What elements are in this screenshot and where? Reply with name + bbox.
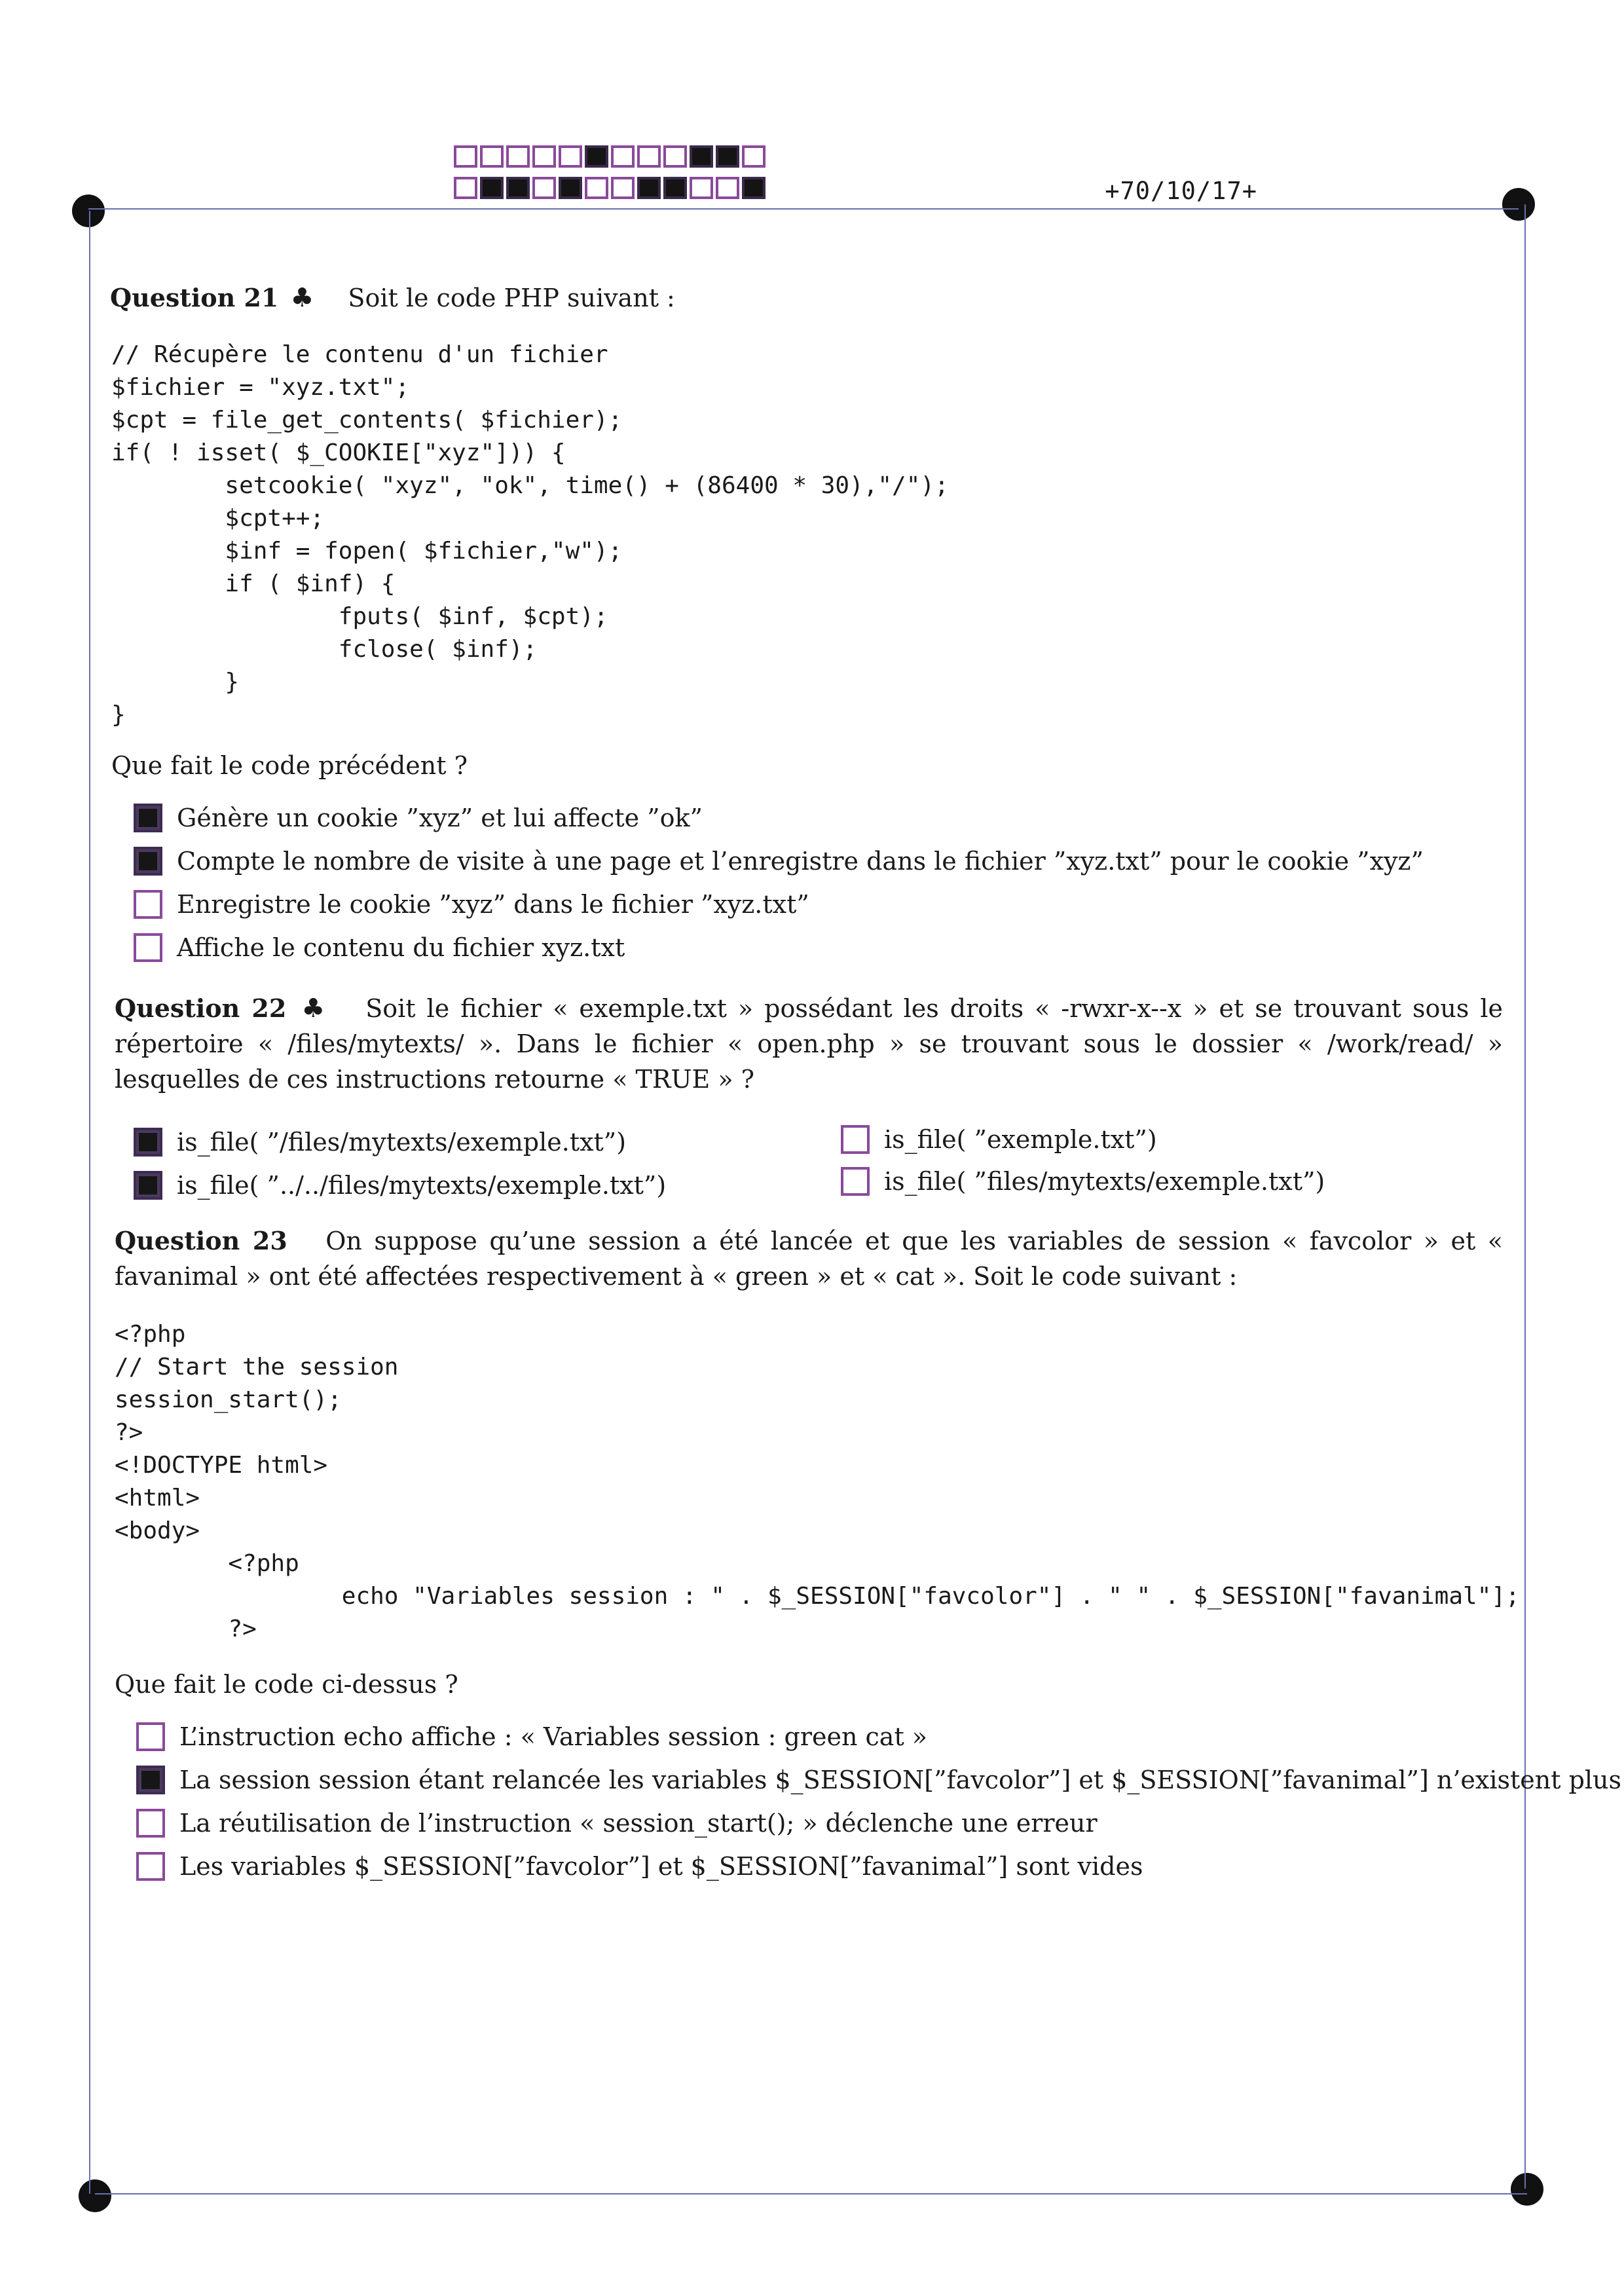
id-box — [611, 145, 635, 168]
q21-answer-4[interactable] — [134, 933, 625, 962]
id-box — [716, 177, 739, 199]
q22-answer-2[interactable] — [134, 1171, 666, 1200]
q21-answer-2[interactable] — [134, 847, 1424, 876]
q21-answer-3[interactable] — [134, 890, 809, 919]
answer-label: La réutilisation de l’instruction « session_start(); » déclenche une erreur — [179, 1809, 1098, 1838]
answer-label: L’instruction echo affiche : « Variables session : green cat » — [179, 1722, 928, 1751]
id-box — [532, 177, 556, 199]
question-22-number: Question 22 — [115, 993, 287, 1023]
id-box — [690, 177, 713, 199]
frame-bottom-line — [95, 2193, 1527, 2194]
q23-answer-2[interactable] — [136, 1766, 1621, 1794]
club-icon: ♣ — [301, 993, 329, 1024]
id-box — [532, 145, 556, 168]
checkbox[interactable] — [134, 890, 162, 919]
checkbox[interactable] — [136, 1809, 165, 1838]
corner-mark-top-left — [72, 194, 105, 227]
checkbox[interactable] — [134, 933, 162, 962]
id-box — [454, 145, 477, 168]
question-21-code: // Récupère le contenu d'un fichier $fichier = "xyz.txt"; $cpt = file_get_contents( $fichier); if( ! isset( $_COOKIE["xyz"])) { setcookie( "xyz", "ok", time() + (86400 * 30),"/"); $cpt++; $inf = fopen( $fichier,"w"); if ( $inf) { fputs( $inf, $cpt); fclose( $inf); } } — [111, 341, 949, 728]
checkbox[interactable] — [134, 1171, 162, 1200]
question-21-intro: Soit le code PHP suivant : — [348, 284, 675, 312]
answer-label: La session session étant relancée les variables $_SESSION[”favcolor”] et $_SESSION[”favanimal”] n’existent plus — [179, 1766, 1622, 1794]
id-box — [506, 145, 530, 168]
id-box — [637, 177, 661, 199]
question-21-heading — [110, 283, 675, 313]
answer-label: is_file( ”/files/mytexts/exemple.txt”) — [177, 1128, 627, 1157]
id-box — [742, 145, 766, 168]
frame-right-line — [1524, 204, 1526, 2189]
corner-mark-top-right — [1502, 188, 1535, 221]
checkbox[interactable] — [134, 1128, 162, 1157]
checkbox[interactable] — [134, 804, 162, 832]
id-box — [742, 177, 766, 199]
checkbox[interactable] — [136, 1852, 165, 1881]
question-23-statement — [115, 1223, 1503, 1294]
id-box — [663, 177, 687, 199]
answer-label: Enregistre le cookie ”xyz” dans le fichier ”xyz.txt” — [177, 890, 809, 919]
id-box — [585, 177, 608, 199]
checkbox[interactable] — [841, 1167, 870, 1196]
id-box — [637, 145, 661, 168]
club-icon: ♣ — [290, 283, 314, 313]
id-box — [559, 177, 582, 199]
id-box — [611, 177, 635, 199]
q23-answer-4[interactable] — [136, 1852, 1143, 1881]
id-box — [663, 145, 687, 168]
id-box — [716, 145, 739, 168]
student-id-boxes-row-2 — [454, 177, 768, 199]
checkbox[interactable] — [136, 1766, 165, 1794]
answer-label: Génère un cookie ”xyz” et lui affecte ”ok” — [177, 804, 703, 832]
q22-answer-1[interactable] — [134, 1128, 626, 1157]
answer-label: Affiche le contenu du fichier xyz.txt — [177, 933, 625, 962]
question-23-number: Question 23 — [115, 1226, 287, 1255]
checkbox[interactable] — [134, 847, 162, 876]
checkbox[interactable] — [136, 1722, 165, 1751]
sheet-id-code: +70/10/17+ — [1105, 177, 1257, 205]
q23-answer-1[interactable] — [136, 1722, 927, 1751]
frame-top-line — [88, 208, 1519, 210]
q21-answer-1[interactable] — [134, 804, 703, 832]
id-box — [506, 177, 530, 199]
answer-label: Les variables $_SESSION[”favcolor”] et $_SESSION[”favanimal”] sont vides — [179, 1852, 1143, 1881]
id-box — [480, 177, 504, 199]
frame-left-line — [89, 211, 90, 2194]
student-id-boxes-row-1 — [454, 145, 768, 168]
corner-mark-bottom-right — [1511, 2173, 1543, 2206]
question-23-code: <?php // Start the session session_start(); ?> <!DOCTYPE html> <html> <body> <?php echo "Variables session : " . $_SESSION["favcolor"] . " " . $_SESSION["favanimal"]; ?> — [115, 1321, 1520, 1642]
id-box — [690, 145, 713, 168]
id-box — [585, 145, 608, 168]
id-box — [454, 177, 477, 199]
checkbox[interactable] — [841, 1125, 870, 1154]
q22-answer-3[interactable] — [841, 1125, 1157, 1154]
corner-mark-bottom-left — [79, 2179, 111, 2212]
question-22-text: Soit le fichier « exemple.txt » possédant les droits « -rwxr-x--x » et se trouvant sous le répertoire « /files/mytexts/ ». Dans le fichier « open.php » se trouvant sous le dossier « /work/read/ » lesquelles de ces instructions retourne « TRUE » ? — [115, 994, 1503, 1094]
answer-label: Compte le nombre de visite à une page et l’enregistre dans le fichier ”xyz.txt” pour le cookie ”xyz” — [177, 847, 1424, 876]
id-box — [559, 145, 582, 168]
answer-label: is_file( ”exemple.txt”) — [884, 1125, 1157, 1154]
question-23-prompt: Que fait le code ci-dessus ? — [115, 1670, 458, 1699]
q22-answer-4[interactable] — [841, 1167, 1325, 1196]
question-21-number: Question 21 — [110, 283, 279, 312]
question-22-statement — [115, 991, 1503, 1097]
q23-answer-3[interactable] — [136, 1809, 1098, 1838]
answer-label: is_file( ”../../files/mytexts/exemple.txt”) — [177, 1171, 667, 1200]
id-box — [480, 145, 504, 168]
answer-label: is_file( ”files/mytexts/exemple.txt”) — [884, 1167, 1325, 1196]
question-23-text: On suppose qu’une session a été lancée et que les variables de session « favcolor » et « favanimal » ont été affectées respectivement à « green » et « cat ». Soit le code suivant : — [115, 1227, 1503, 1291]
question-21-prompt: Que fait le code précédent ? — [111, 751, 468, 780]
